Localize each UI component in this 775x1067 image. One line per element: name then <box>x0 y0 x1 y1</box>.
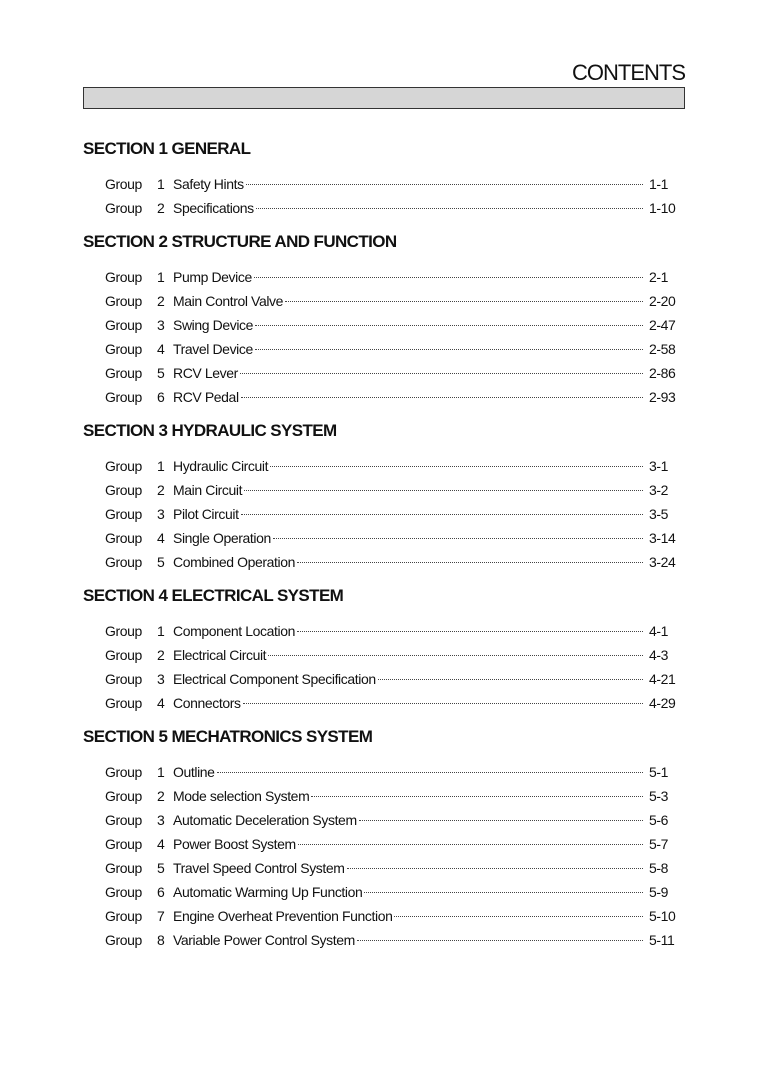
entry-title: Automatic Warming Up Function <box>173 884 363 900</box>
entry-title: Variable Power Control System <box>173 932 355 948</box>
toc-entry <box>83 361 683 385</box>
dot-leader <box>244 490 643 491</box>
group-number: 1 <box>157 623 165 639</box>
group-label: Group <box>105 884 142 900</box>
toc-entry <box>83 904 683 928</box>
entry-title: Main Control Valve <box>173 293 284 309</box>
entry-title: Pilot Circuit <box>173 506 239 522</box>
toc-entry <box>83 454 683 478</box>
entry-title: RCV Lever <box>173 365 238 381</box>
group-number: 2 <box>157 293 165 309</box>
page-number: 2-86 <box>649 365 676 381</box>
toc-entry <box>83 880 683 904</box>
group-label: Group <box>105 860 142 876</box>
entry-title: Electrical Component Specification <box>173 671 376 687</box>
entry-title: Main Circuit <box>173 482 243 498</box>
toc-entry <box>83 478 683 502</box>
group-label: Group <box>105 365 142 381</box>
section-heading: SECTION 3 HYDRAULIC SYSTEM <box>83 421 337 440</box>
section-rows <box>83 760 683 952</box>
group-number: 1 <box>157 764 165 780</box>
dot-leader <box>364 892 643 893</box>
group-label: Group <box>105 647 142 663</box>
toc-section <box>83 230 683 409</box>
dot-leader <box>243 703 643 704</box>
section-rows <box>83 454 683 574</box>
toc-section <box>83 137 683 220</box>
toc-entry <box>83 784 683 808</box>
entry-title: Mode selection System <box>173 788 310 804</box>
page-number: 1-10 <box>649 200 676 216</box>
section-rows <box>83 172 683 220</box>
group-label: Group <box>105 506 142 522</box>
group-number: 4 <box>157 530 165 546</box>
page-number: 2-47 <box>649 317 676 333</box>
group-number: 1 <box>157 458 165 474</box>
toc-entry <box>83 385 683 409</box>
toc-section <box>83 419 683 574</box>
entry-title: Outline <box>173 764 215 780</box>
dot-leader <box>359 820 643 821</box>
group-label: Group <box>105 764 142 780</box>
dot-leader <box>268 655 643 656</box>
page-number: 3-1 <box>649 458 669 474</box>
page-number: 2-93 <box>649 389 676 405</box>
group-label: Group <box>105 317 142 333</box>
dot-leader <box>241 397 643 398</box>
entry-title: Automatic Deceleration System <box>173 812 357 828</box>
entry-title: Travel Device <box>173 341 253 357</box>
toc-section <box>83 725 683 952</box>
page-number: 2-20 <box>649 293 676 309</box>
section-rows <box>83 265 683 409</box>
dot-leader <box>285 301 643 302</box>
entry-title: Swing Device <box>173 317 254 333</box>
entry-title: Electrical Circuit <box>173 647 267 663</box>
entry-title: Power Boost System <box>173 836 296 852</box>
page-title: CONTENTS <box>572 60 685 85</box>
group-number: 2 <box>157 482 165 498</box>
group-number: 8 <box>157 932 165 948</box>
toc-entry <box>83 265 683 289</box>
page-number: 2-58 <box>649 341 676 357</box>
entry-title: Travel Speed Control System <box>173 860 345 876</box>
group-number: 1 <box>157 269 165 285</box>
dot-leader <box>347 868 643 869</box>
entry-title: Connectors <box>173 695 241 711</box>
group-label: Group <box>105 908 142 924</box>
toc-entry <box>83 691 683 715</box>
toc-entry <box>83 760 683 784</box>
page-number: 5-3 <box>649 788 669 804</box>
entry-title: Combined Operation <box>173 554 295 570</box>
toc-entry <box>83 808 683 832</box>
group-label: Group <box>105 389 142 405</box>
page-number: 5-11 <box>649 932 675 948</box>
group-number: 3 <box>157 317 165 333</box>
group-number: 3 <box>157 812 165 828</box>
section-heading: SECTION 4 ELECTRICAL SYSTEM <box>83 586 344 605</box>
section-heading: SECTION 2 STRUCTURE AND FUNCTION <box>83 232 397 251</box>
toc-entry <box>83 667 683 691</box>
dot-leader <box>311 796 643 797</box>
entry-title: Specifications <box>173 200 254 216</box>
toc-entry <box>83 643 683 667</box>
page-number: 5-6 <box>649 812 669 828</box>
group-number: 5 <box>157 554 165 570</box>
group-label: Group <box>105 623 142 639</box>
group-number: 2 <box>157 647 165 663</box>
page-number: 5-10 <box>649 908 676 924</box>
group-label: Group <box>105 341 142 357</box>
toc-entry <box>83 313 683 337</box>
dot-leader <box>273 538 643 539</box>
dot-leader <box>378 679 643 680</box>
page-number: 4-3 <box>649 647 669 663</box>
group-number: 6 <box>157 884 165 900</box>
toc-entry <box>83 619 683 643</box>
page-number: 2-1 <box>649 269 669 285</box>
entry-title: Hydraulic Circuit <box>173 458 269 474</box>
toc-entry <box>83 856 683 880</box>
dot-leader <box>270 466 643 467</box>
page-number: 4-1 <box>649 623 669 639</box>
group-number: 2 <box>157 788 165 804</box>
group-label: Group <box>105 176 142 192</box>
group-number: 2 <box>157 200 165 216</box>
dot-leader <box>298 844 643 845</box>
group-number: 6 <box>157 389 165 405</box>
group-label: Group <box>105 695 142 711</box>
toc-entry <box>83 502 683 526</box>
group-label: Group <box>105 530 142 546</box>
page-number: 4-21 <box>649 671 676 687</box>
page-number: 3-24 <box>649 554 676 570</box>
dot-leader <box>246 184 643 185</box>
section-rows <box>83 619 683 715</box>
entry-title: Engine Overheat Prevention Function <box>173 908 393 924</box>
dot-leader <box>256 208 643 209</box>
dot-leader <box>240 373 643 374</box>
dot-leader <box>255 349 643 350</box>
group-number: 3 <box>157 506 165 522</box>
entry-title: Single Operation <box>173 530 271 546</box>
group-label: Group <box>105 836 142 852</box>
group-number: 3 <box>157 671 165 687</box>
dot-leader <box>241 514 643 515</box>
group-label: Group <box>105 200 142 216</box>
dot-leader <box>297 562 643 563</box>
group-number: 1 <box>157 176 165 192</box>
group-label: Group <box>105 788 142 804</box>
dot-leader <box>217 772 643 773</box>
group-number: 5 <box>157 860 165 876</box>
dot-leader <box>255 325 643 326</box>
group-number: 5 <box>157 365 165 381</box>
group-label: Group <box>105 458 142 474</box>
dot-leader <box>297 631 643 632</box>
dot-leader <box>357 940 643 941</box>
entry-title: Pump Device <box>173 269 252 285</box>
toc-entry <box>83 196 683 220</box>
title-bar <box>83 87 685 109</box>
group-label: Group <box>105 293 142 309</box>
group-label: Group <box>105 812 142 828</box>
page-number: 3-5 <box>649 506 669 522</box>
group-label: Group <box>105 932 142 948</box>
toc-entry <box>83 337 683 361</box>
group-number: 4 <box>157 836 165 852</box>
page-number: 5-8 <box>649 860 669 876</box>
toc-entry <box>83 172 683 196</box>
entry-title: Safety Hints <box>173 176 244 192</box>
group-label: Group <box>105 482 142 498</box>
group-label: Group <box>105 671 142 687</box>
toc-entry <box>83 832 683 856</box>
group-number: 4 <box>157 341 165 357</box>
section-heading: SECTION 1 GENERAL <box>83 139 251 158</box>
group-number: 4 <box>157 695 165 711</box>
page-number: 3-14 <box>649 530 676 546</box>
toc-entry <box>83 526 683 550</box>
toc-entry <box>83 928 683 952</box>
page-number: 5-1 <box>649 764 669 780</box>
page-number: 5-9 <box>649 884 669 900</box>
page-number: 3-2 <box>649 482 669 498</box>
page-number: 5-7 <box>649 836 669 852</box>
toc-entry <box>83 289 683 313</box>
page-number: 1-1 <box>649 176 669 192</box>
section-heading: SECTION 5 MECHATRONICS SYSTEM <box>83 727 373 746</box>
page-number: 4-29 <box>649 695 676 711</box>
group-label: Group <box>105 269 142 285</box>
table-of-contents <box>83 137 683 962</box>
entry-title: RCV Pedal <box>173 389 239 405</box>
toc-section <box>83 584 683 715</box>
dot-leader <box>254 277 643 278</box>
group-number: 7 <box>157 908 165 924</box>
entry-title: Component Location <box>173 623 295 639</box>
toc-entry <box>83 550 683 574</box>
group-label: Group <box>105 554 142 570</box>
dot-leader <box>394 916 643 917</box>
